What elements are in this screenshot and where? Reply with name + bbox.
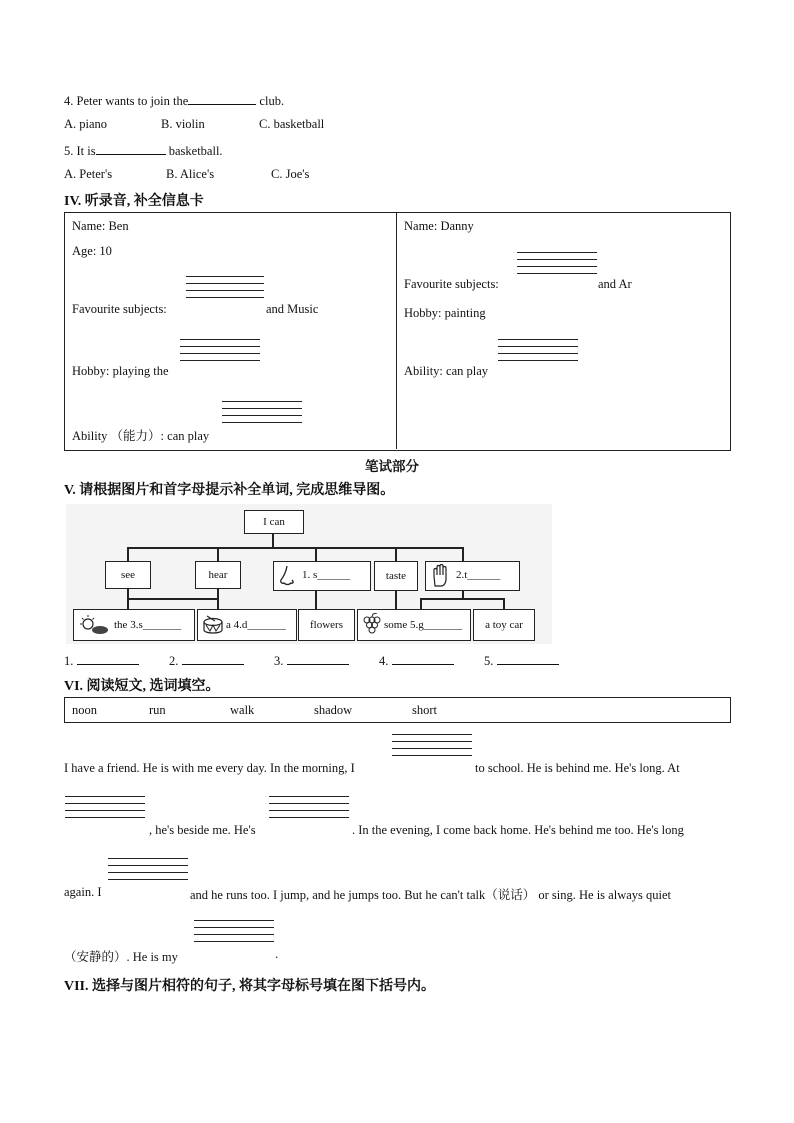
mindmap-object-toy-car: a toy car xyxy=(473,609,535,641)
answer-1-label: 1. xyxy=(64,654,74,668)
answer-3 xyxy=(274,652,349,669)
card1-ability-blank[interactable] xyxy=(222,401,302,429)
answer-blank[interactable] xyxy=(497,652,559,665)
section-6-title: VI. 阅读短文, 选词填空。 xyxy=(64,679,220,694)
card-divider xyxy=(396,212,397,449)
passage-line-4a: （安静的）. He is my xyxy=(64,950,178,964)
card1-subjects: Favourite subjects: xyxy=(72,302,167,316)
mindmap-connector xyxy=(462,590,464,598)
answer-blank[interactable] xyxy=(182,652,244,665)
mindmap-connector xyxy=(127,598,217,600)
mindmap-connector xyxy=(395,590,397,610)
mindmap-sense-smell xyxy=(273,561,371,591)
section-4-title: IV. 听录音, 补全信息卡 xyxy=(64,194,204,209)
passage-blank-3[interactable] xyxy=(269,796,349,824)
passage-blank-4[interactable] xyxy=(108,858,188,886)
passage-line-1b: to school. He is behind me. He's long. At xyxy=(475,761,680,775)
passage-blank-1[interactable] xyxy=(392,734,472,762)
card1-ability: Ability （能力）: can play xyxy=(72,429,210,443)
mindmap-connector xyxy=(127,598,129,609)
answer-blank[interactable] xyxy=(77,652,139,665)
mindmap-sense-hear: hear xyxy=(195,561,241,589)
card1-subjects-blank[interactable] xyxy=(186,276,264,304)
q4-option-c[interactable]: C. basketball xyxy=(259,117,325,131)
question-5 xyxy=(64,142,223,159)
mindmap-object-drum-label[interactable]: a 4.d_______ xyxy=(226,619,286,631)
answer-1 xyxy=(64,652,139,669)
mindmap-connector xyxy=(217,588,219,598)
q5-option-a[interactable]: A. Peter's xyxy=(64,167,113,181)
drum-icon xyxy=(201,614,225,636)
question-5-text: 5. It is xyxy=(64,144,96,158)
card1-name: Name: Ben xyxy=(72,219,129,233)
mindmap-connector xyxy=(217,547,219,561)
word-noon[interactable]: noon xyxy=(72,703,97,717)
mindmap-connector xyxy=(395,547,397,561)
mindmap-object-flowers: flowers xyxy=(298,609,355,641)
hand-icon xyxy=(430,564,450,588)
mindmap-sense-taste: taste xyxy=(374,561,418,591)
mindmap-connector xyxy=(127,547,463,549)
mindmap-connector xyxy=(217,598,219,609)
passage-line-2a: , he's beside me. He's xyxy=(149,823,256,837)
passage-line-1a: I have a friend. He is with me every day. In the morning, I xyxy=(64,761,355,775)
passage-line-4b: . xyxy=(275,947,279,961)
question-4-after: club. xyxy=(256,94,285,108)
mindmap-object-sun-label[interactable]: the 3.s_______ xyxy=(114,619,182,631)
section-7-title: VII. 选择与图片相符的句子, 将其字母标号填在图下括号内。 xyxy=(64,979,436,994)
mindmap-object-grapes-label[interactable]: some 5.g_______ xyxy=(384,619,463,631)
word-walk[interactable]: walk xyxy=(230,703,255,717)
answer-2 xyxy=(169,652,244,669)
answer-4-label: 4. xyxy=(379,654,389,668)
question-4 xyxy=(64,92,284,109)
written-part-header: 笔试部分 xyxy=(365,459,419,474)
word-bank xyxy=(64,697,731,723)
mindmap-sense-see: see xyxy=(105,561,151,589)
q5-option-c[interactable]: C. Joe's xyxy=(271,167,310,181)
info-card-table xyxy=(64,212,731,451)
card1-hobby-blank[interactable] xyxy=(180,339,260,367)
mindmap-connector xyxy=(315,590,317,610)
word-run[interactable]: run xyxy=(149,703,166,717)
card2-subjects-after: and Ar xyxy=(598,277,632,291)
word-short[interactable]: short xyxy=(412,703,437,717)
q5-option-b[interactable]: B. Alice's xyxy=(166,167,215,181)
passage-blank-2[interactable] xyxy=(65,796,145,824)
mindmap-object-sun xyxy=(73,609,195,641)
section-5-title: V. 请根据图片和首字母提示补全单词, 完成思维导图。 xyxy=(64,483,395,498)
passage-line-2b: . In the evening, I come back home. He's behind me too. He's long xyxy=(352,823,684,837)
mindmap-sense-touch xyxy=(425,561,520,591)
answer-4 xyxy=(379,652,454,669)
word-shadow[interactable]: shadow xyxy=(314,703,353,717)
mindmap-sense-touch-label[interactable]: 2.t______ xyxy=(456,569,501,581)
answer-blank[interactable] xyxy=(392,652,454,665)
question-5-after: basketball. xyxy=(165,144,223,158)
answer-5 xyxy=(484,652,559,669)
card2-subjects-blank[interactable] xyxy=(517,252,597,280)
mindmap-connector xyxy=(127,588,129,598)
card2-ability: Ability: can play xyxy=(404,364,489,378)
answer-2-label: 2. xyxy=(169,654,179,668)
sun-icon xyxy=(78,614,110,636)
card2-name: Name: Danny xyxy=(404,219,474,233)
mindmap-object-drum xyxy=(197,609,297,641)
card2-subjects: Favourite subjects: xyxy=(404,277,499,291)
card2-ability-blank[interactable] xyxy=(498,339,578,367)
mindmap-connector xyxy=(127,547,129,561)
passage-line-3a: again. I xyxy=(64,885,102,899)
q4-option-b[interactable]: B. violin xyxy=(161,117,205,131)
passage-line-3b: and he runs too. I jump, and he jumps too. But he can't talk（说话） or sing. He is always quiet xyxy=(190,888,671,902)
question-4-text: 4. Peter wants to join the xyxy=(64,94,189,108)
answer-blank[interactable] xyxy=(96,142,166,155)
card1-age: Age: 10 xyxy=(72,244,112,258)
card1-hobby: Hobby: playing the xyxy=(72,364,169,378)
card1-subjects-after: and Music xyxy=(266,302,319,316)
mindmap-root: I can xyxy=(244,510,304,534)
mindmap-sense-smell-label[interactable]: 1. s______ xyxy=(302,569,351,581)
mindmap-connector xyxy=(420,598,503,600)
answer-3-label: 3. xyxy=(274,654,284,668)
mindmap-connector xyxy=(272,533,274,547)
mindmap-object-grapes xyxy=(357,609,471,641)
grapes-icon xyxy=(361,613,383,637)
answer-blank[interactable] xyxy=(188,92,256,105)
answer-blank[interactable] xyxy=(287,652,349,665)
mindmap-connector xyxy=(315,547,317,561)
passage-blank-5[interactable] xyxy=(194,920,274,948)
answer-5-label: 5. xyxy=(484,654,494,668)
q4-option-a[interactable]: A. piano xyxy=(64,117,108,131)
card2-hobby: Hobby: painting xyxy=(404,306,486,320)
mindmap-connector xyxy=(462,547,464,561)
nose-icon xyxy=(278,565,296,587)
